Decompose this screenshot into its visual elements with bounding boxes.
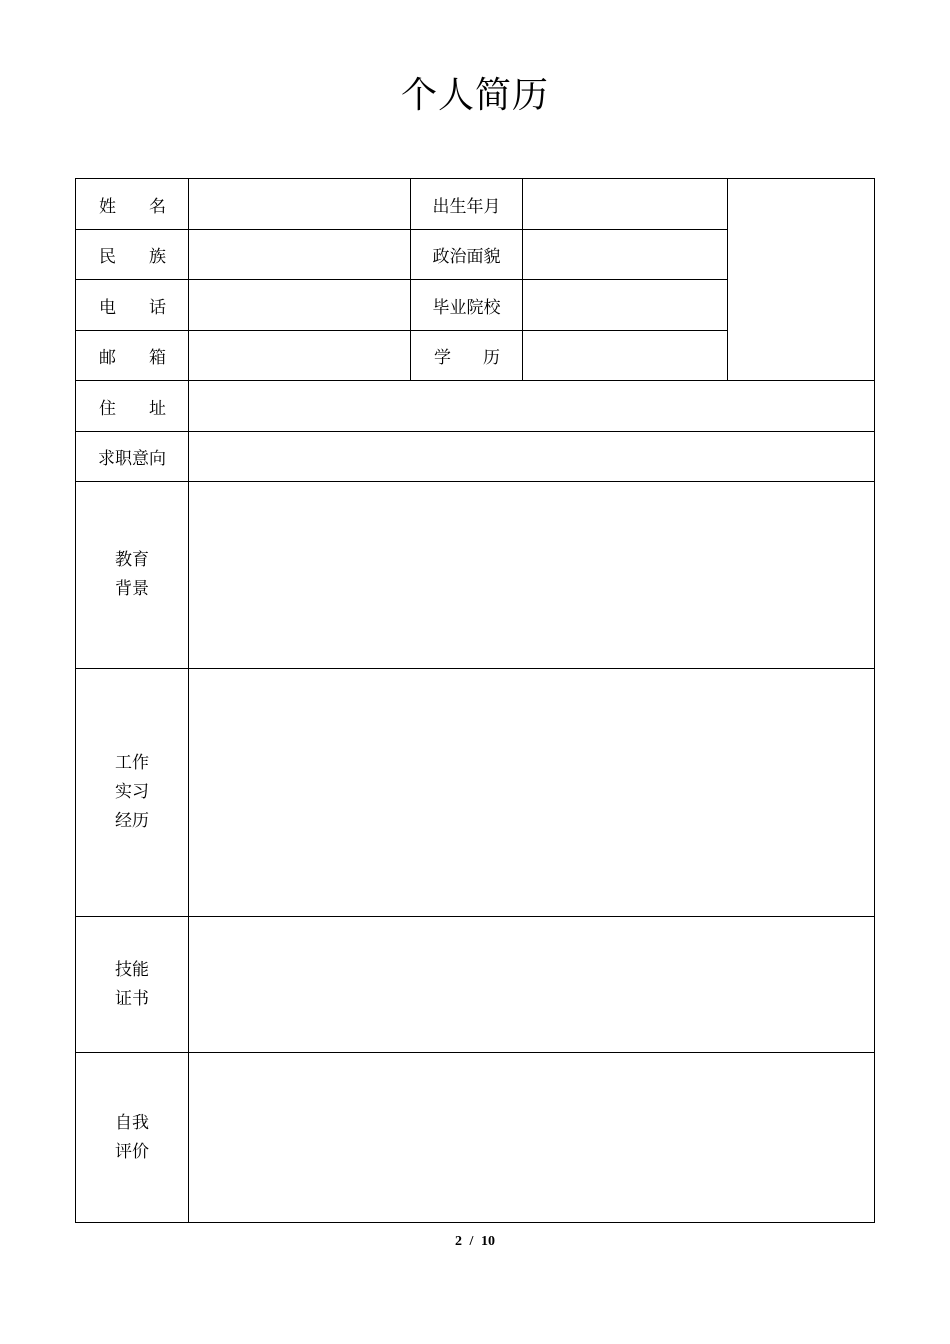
degree-label: 学 历: [434, 348, 500, 368]
photo-area[interactable]: [728, 179, 874, 380]
page-separator: /: [469, 1234, 474, 1249]
job-intention-field[interactable]: [189, 432, 874, 481]
self-evaluation-label: 自我 评价: [115, 1112, 149, 1162]
page-indicator: [0, 1232, 950, 1252]
table-border-bottom: [75, 1222, 875, 1223]
phone-label: 电 话: [99, 297, 166, 318]
name-label: 姓 名: [99, 196, 166, 217]
birth-date-field[interactable]: [523, 179, 727, 229]
degree-field[interactable]: [523, 331, 727, 380]
work-experience-field[interactable]: [189, 669, 874, 916]
education-field[interactable]: [189, 482, 874, 668]
page-number: 2: [455, 1234, 463, 1249]
political-status-label: 政治面貌: [432, 247, 501, 267]
email-label: 邮 箱: [99, 348, 166, 368]
graduate-school-field[interactable]: [523, 280, 727, 330]
ethnicity-label: 民 族: [99, 247, 166, 267]
skills-label: 技能 证书: [115, 959, 149, 1009]
graduate-school-label: 毕业院校: [432, 297, 501, 318]
birth-date-label: 出生年月: [432, 196, 501, 217]
address-label: 住 址: [99, 398, 166, 419]
address-field[interactable]: [189, 381, 874, 431]
phone-field[interactable]: [189, 280, 410, 330]
page-total: 10: [480, 1234, 495, 1249]
page-title: 个人简历: [400, 75, 549, 116]
work-experience-label: 工作 实习 经历: [115, 753, 149, 831]
self-evaluation-field[interactable]: [189, 1053, 874, 1222]
ethnicity-field[interactable]: [189, 230, 410, 279]
skills-field[interactable]: [189, 917, 874, 1052]
email-field[interactable]: [189, 331, 410, 380]
education-label: 教育 背景: [115, 550, 149, 599]
job-intention-label: 求职意向: [98, 449, 166, 469]
table-border-right: [874, 178, 875, 1223]
political-status-field[interactable]: [523, 230, 727, 279]
name-field[interactable]: [189, 179, 410, 229]
